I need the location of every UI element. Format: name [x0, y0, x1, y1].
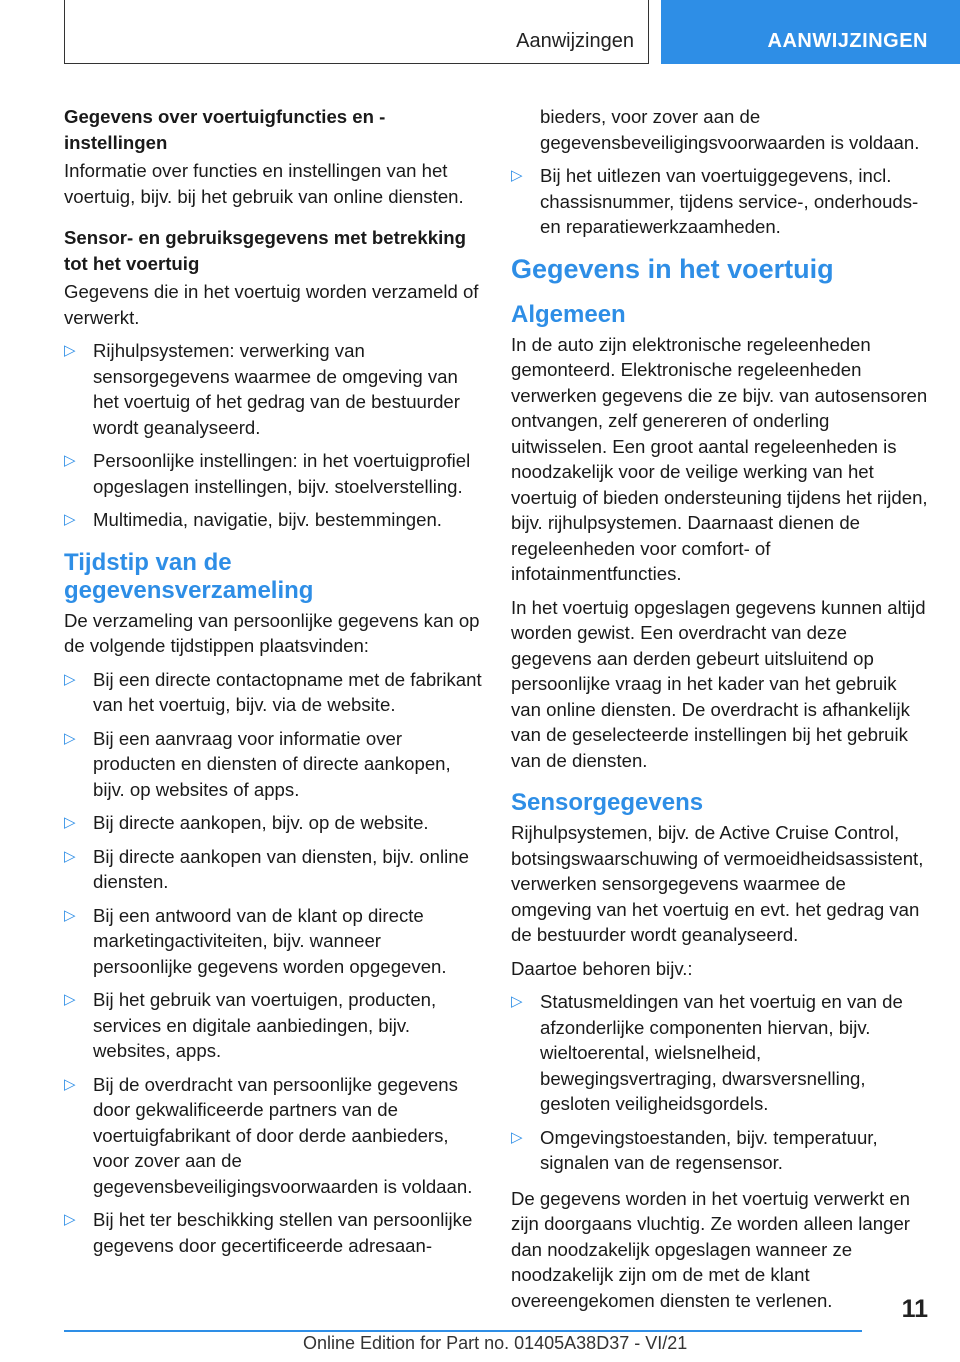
- bullet-list: [64, 338, 482, 533]
- triangle-bullet-icon: ▷: [64, 991, 76, 1008]
- triangle-bullet-icon: ▷: [64, 1211, 76, 1228]
- footer-divider: [64, 1330, 862, 1332]
- triangle-bullet-icon: ▷: [511, 167, 523, 184]
- header-section-box: [64, 0, 649, 64]
- chapter-label: AANWIJZINGEN: [767, 30, 928, 52]
- list-item: ▷ Bij directe aankopen, bijv. op de website.: [64, 810, 482, 836]
- subheading-vehicle-functions: Gegevens over voertuigfuncties en -instellingen: [64, 106, 386, 153]
- bullet-list: [511, 989, 929, 1176]
- triangle-bullet-icon: ▷: [64, 847, 76, 865]
- paragraph: Daartoe behoren bijv.:: [511, 957, 693, 979]
- edition-footer: Online Edition for Part no. 01405A38D37 - VI/21: [303, 1333, 688, 1353]
- paragraph: Gegevens die in het voertuig worden verzameld of verwerkt.: [64, 281, 479, 328]
- paragraph: Informatie over functies en instellingen van het voertuig, bijv. bij het gebruik van online diensten.: [64, 160, 464, 207]
- triangle-bullet-icon: ▷: [64, 452, 76, 469]
- list-item: ▷ Bij het ter beschikking stellen van persoonlijke gegevens door gecertificeerde adresaan-: [64, 1209, 473, 1256]
- triangle-bullet-icon: ▷: [64, 342, 76, 359]
- bullet-list: [64, 667, 482, 1259]
- heading-data-in-vehicle: Gegevens in het voertuig: [511, 253, 834, 284]
- paragraph: De verzameling van persoonlijke gegevens kan op de volgende tijdstippen plaatsvinden:: [64, 609, 480, 656]
- list-item: ▷ Bij een antwoord van de klant op directe marketingactiviteiten, bijv. wanneer persoonlijke gegevens worden opgegeven.: [64, 904, 447, 977]
- list-item: ▷ Bij directe aankopen van diensten, bijv. online diensten.: [64, 845, 469, 892]
- list-item: ▷ Persoonlijke instellingen: in het voertuigprofiel opgeslagen instellingen, bijv. stoelverstelling.: [64, 450, 471, 497]
- bullet-list: [511, 163, 929, 240]
- triangle-bullet-icon: ▷: [64, 729, 76, 747]
- header-chapter-tab: [661, 0, 960, 64]
- heading-general: Algemeen: [511, 300, 626, 328]
- heading-timing: Tijdstip van de gegevensverzameling: [64, 548, 314, 604]
- section-label: Aanwijzingen: [516, 30, 634, 52]
- right-column: [511, 104, 929, 1321]
- paragraph: In de auto zijn elektronische regeleenheden gemonteerd. Elektronische regeleenheden verwerken gegevens die ze bijv. van autosensoren ontvangen, zelf genereren of onderling uitwisselen. Een groot aantal regeleenheden is noodzakelijk voor de veilige werking van het voertuig of bieden ondersteuning tijdens het rijden, bijv. rijhulpsystemen. Daarnaast dienen de regeleenheden voor comfort- of infotainmentfuncties.: [511, 333, 928, 584]
- list-item: ▷ Bij een directe contactopname met de fabrikant van het voertuig, bijv. via de website.: [64, 668, 482, 715]
- triangle-bullet-icon: ▷: [64, 670, 76, 688]
- paragraph: De gegevens worden in het voertuig verwerkt en zijn doorgaans vluchtig. Ze worden alleen langer dan noodzakelijk opgeslagen wanneer ze noodzakelijk zijn om de met de klant overeengekomen diensten te verlenen.: [511, 1187, 910, 1311]
- subheading-sensor-usage: Sensor- en gebruiksgegevens met betrekking tot het voertuig: [64, 227, 466, 274]
- list-item: ▷ Statusmeldingen van het voertuig en van de afzonderlijke componenten hiervan, bijv. wieltoerental, wielsnelheid, bewegingsvertraging, dwarsversnelling, gesloten veiligheidsgordels.: [511, 991, 903, 1114]
- list-item: ▷ Bij het uitlezen van voertuiggegevens, incl. chassisnummer, tijdens service-, onderhouds- en reparatiewerkzaamheden.: [511, 165, 919, 237]
- triangle-bullet-icon: ▷: [64, 1075, 76, 1093]
- heading-sensor-data: Sensorgegevens: [511, 789, 704, 816]
- triangle-bullet-icon: ▷: [64, 906, 76, 924]
- list-item: ▷ Multimedia, navigatie, bijv. bestemmingen.: [64, 507, 482, 533]
- triangle-bullet-icon: ▷: [511, 993, 523, 1010]
- triangle-bullet-icon: ▷: [511, 1128, 523, 1146]
- list-item: ▷ Omgevingstoestanden, bijv. temperatuur, signalen van de regensensor.: [511, 1126, 878, 1173]
- left-column: [64, 104, 482, 1268]
- triangle-bullet-icon: ▷: [64, 814, 76, 831]
- list-item: ▷ Rijhulpsystemen: verwerking van sensorgegevens waarmee de omgeving van het voertuig of het gedrag van de bestuurder wordt geanalyseerd.: [64, 340, 460, 438]
- list-item: ▷ Bij het gebruik van voertuigen, producten, services en digitale aanbiedingen, bijv. websites, apps.: [64, 989, 437, 1061]
- page-number: 11: [901, 1295, 928, 1323]
- list-item: ▷ Bij een aanvraag voor informatie over producten en diensten of directe aankopen, bijv. op websites of apps.: [64, 727, 451, 800]
- paragraph: Rijhulpsystemen, bijv. de Active Cruise Control, botsingswaarschuwing of vermoeidheidsassistent, verwerken sensorgegevens waarmee de omgeving van het voertuig en evt. het gedrag van de bestuurder wordt geanalyseerd.: [511, 822, 924, 945]
- list-item: ▷ Bij de overdracht van persoonlijke gegevens door gekwalificeerde partners van de voertuigfabrikant of door derde aanbieders, voor zover aan de gegevensbeveiligingsvoorwaarden is voldaan.: [64, 1073, 473, 1197]
- triangle-bullet-icon: ▷: [64, 511, 76, 528]
- list-item-continuation: bieders, voor zover aan de gegevensbeveiligingsvoorwaarden is voldaan.: [540, 106, 920, 153]
- paragraph: In het voertuig opgeslagen gegevens kunnen altijd worden gewist. Een overdracht van deze gegevens aan derden gebeurt uitsluitend op persoonlijke vraag in het kader van het gebruik van online diensten. De overdracht is afhankelijk van de geselecteerde instellingen bij het gebruik van de diensten.: [511, 596, 926, 771]
